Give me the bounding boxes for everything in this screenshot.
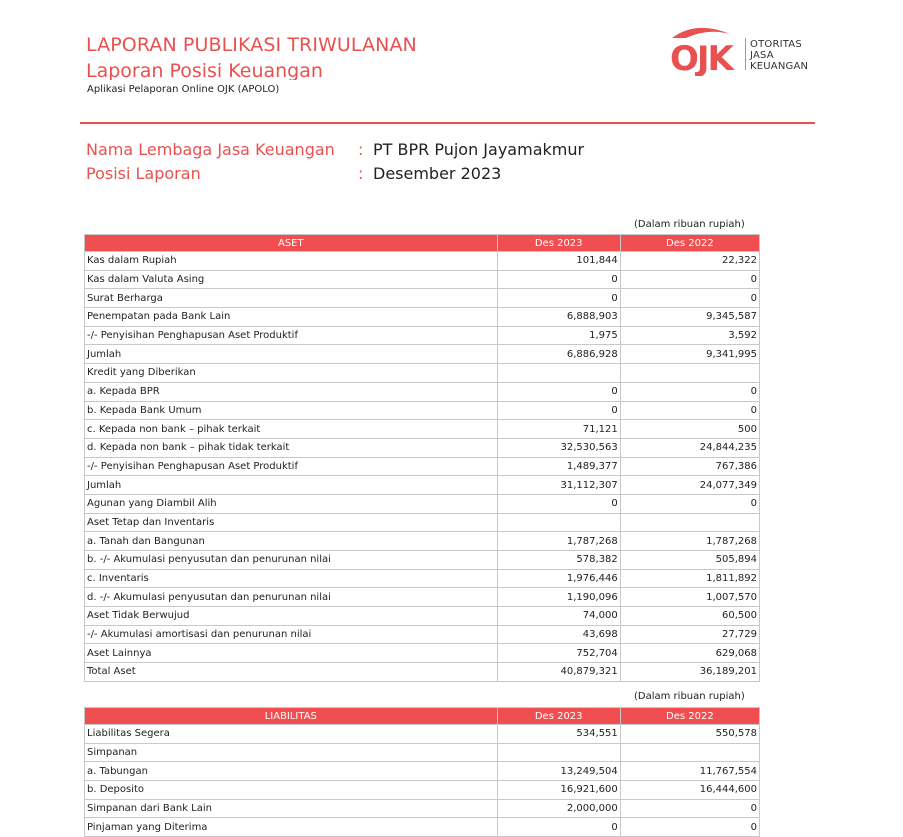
row-label: Kredit yang Diberikan	[85, 364, 498, 383]
value-des-2022: 500	[620, 420, 759, 439]
value-des-2023: 40,879,321	[497, 663, 620, 682]
value-des-2022: 0	[620, 799, 759, 818]
table-row	[85, 532, 760, 551]
table-row	[85, 420, 760, 439]
value-des-2022: 505,894	[620, 551, 759, 570]
value-des-2023: 0	[497, 270, 620, 289]
value-des-2022: 0	[620, 270, 759, 289]
table-row	[85, 513, 760, 532]
value-des-2022	[620, 513, 759, 532]
table-row	[85, 289, 760, 308]
row-label: Pinjaman yang Diterima	[85, 818, 498, 837]
application-name: Aplikasi Pelaporan Online OJK (APOLO)	[87, 84, 280, 95]
institution-colon: :	[358, 140, 364, 159]
value-des-2022: 9,341,995	[620, 345, 759, 364]
table-row	[85, 494, 760, 513]
assets-header-previous: Des 2022	[620, 235, 759, 252]
row-label: a. Tabungan	[85, 762, 498, 781]
value-des-2023: 534,551	[497, 725, 620, 744]
value-des-2022: 629,068	[620, 644, 759, 663]
assets-header-current: Des 2023	[497, 235, 620, 252]
table-row	[85, 588, 760, 607]
row-label: b. Deposito	[85, 781, 498, 800]
value-des-2022: 36,189,201	[620, 663, 759, 682]
row-label: Jumlah	[85, 476, 498, 495]
row-label: Agunan yang Diambil Alih	[85, 494, 498, 513]
row-label: Kas dalam Rupiah	[85, 252, 498, 271]
value-des-2023: 71,121	[497, 420, 620, 439]
table-row	[85, 270, 760, 289]
table-row	[85, 781, 760, 800]
liabilities-unit-note: (Dalam ribuan rupiah)	[634, 691, 745, 702]
table-row	[85, 401, 760, 420]
table-row	[85, 607, 760, 626]
liabilities-header-current: Des 2023	[497, 708, 620, 725]
value-des-2023: 0	[497, 382, 620, 401]
row-label: Surat Berharga	[85, 289, 498, 308]
assets-header-row	[85, 235, 760, 252]
period-value: Desember 2023	[373, 164, 502, 183]
value-des-2023: 578,382	[497, 551, 620, 570]
row-label: Kas dalam Valuta Asing	[85, 270, 498, 289]
value-des-2022: 27,729	[620, 625, 759, 644]
row-label: a. Kepada BPR	[85, 382, 498, 401]
value-des-2023	[497, 743, 620, 762]
row-label: Aset Tetap dan Inventaris	[85, 513, 498, 532]
table-row	[85, 625, 760, 644]
table-row	[85, 799, 760, 818]
row-label: Aset Lainnya	[85, 644, 498, 663]
table-row	[85, 364, 760, 383]
row-label: -/- Penyisihan Penghapusan Aset Produktif	[85, 326, 498, 345]
row-label: d. -/- Akumulasi penyusutan dan penurunan nilai	[85, 588, 498, 607]
value-des-2022: 0	[620, 494, 759, 513]
table-row	[85, 382, 760, 401]
report-title: LAPORAN PUBLIKASI TRIWULANAN	[86, 34, 417, 56]
liabilities-table	[84, 707, 760, 837]
value-des-2023	[497, 364, 620, 383]
table-row	[85, 644, 760, 663]
table-row	[85, 438, 760, 457]
row-label: d. Kepada non bank – pihak tidak terkait	[85, 438, 498, 457]
assets-unit-note: (Dalam ribuan rupiah)	[634, 219, 745, 230]
value-des-2022: 16,444,600	[620, 781, 759, 800]
value-des-2022: 11,767,554	[620, 762, 759, 781]
value-des-2022: 60,500	[620, 607, 759, 626]
row-label: Aset Tidak Berwujud	[85, 607, 498, 626]
value-des-2022: 1,811,892	[620, 569, 759, 588]
row-label: Jumlah	[85, 345, 498, 364]
value-des-2022	[620, 743, 759, 762]
liabilities-header-item: LIABILITAS	[85, 708, 498, 725]
assets-table	[84, 234, 760, 682]
table-row	[85, 569, 760, 588]
period-label: Posisi Laporan	[86, 164, 201, 183]
value-des-2022: 0	[620, 401, 759, 420]
value-des-2023: 0	[497, 401, 620, 420]
report-subtitle: Laporan Posisi Keuangan	[86, 60, 323, 80]
liabilities-header-previous: Des 2022	[620, 708, 759, 725]
row-label: Simpanan	[85, 743, 498, 762]
table-row	[85, 743, 760, 762]
value-des-2023: 13,249,504	[497, 762, 620, 781]
ojk-logo-text: OTORITAS JASA KEUANGAN	[750, 39, 809, 72]
assets-header-item: ASET	[85, 235, 498, 252]
table-row	[85, 252, 760, 271]
row-label: c. Kepada non bank – pihak terkait	[85, 420, 498, 439]
value-des-2022	[620, 364, 759, 383]
ojk-logo-divider	[745, 38, 746, 70]
institution-label: Nama Lembaga Jasa Keuangan	[86, 140, 335, 159]
row-label: Liabilitas Segera	[85, 725, 498, 744]
value-des-2023: 16,921,600	[497, 781, 620, 800]
value-des-2023: 74,000	[497, 607, 620, 626]
table-row	[85, 308, 760, 327]
value-des-2022: 0	[620, 289, 759, 308]
table-row	[85, 457, 760, 476]
ojk-logo-swoosh	[672, 28, 730, 38]
table-row	[85, 476, 760, 495]
value-des-2023: 752,704	[497, 644, 620, 663]
value-des-2023	[497, 513, 620, 532]
value-des-2023: 1,787,268	[497, 532, 620, 551]
value-des-2023: 1,489,377	[497, 457, 620, 476]
institution-value: PT BPR Pujon Jayamakmur	[373, 140, 585, 159]
table-row	[85, 345, 760, 364]
value-des-2023: 0	[497, 289, 620, 308]
table-row	[85, 762, 760, 781]
table-row	[85, 663, 760, 682]
row-label: -/- Akumulasi amortisasi dan penurunan nilai	[85, 625, 498, 644]
value-des-2023: 1,976,446	[497, 569, 620, 588]
value-des-2022: 24,844,235	[620, 438, 759, 457]
row-label: Penempatan pada Bank Lain	[85, 308, 498, 327]
table-row	[85, 725, 760, 744]
value-des-2022: 22,322	[620, 252, 759, 271]
value-des-2023: 0	[497, 818, 620, 837]
value-des-2023: 0	[497, 494, 620, 513]
value-des-2023: 6,888,903	[497, 308, 620, 327]
row-label: b. -/- Akumulasi penyusutan dan penurunan nilai	[85, 551, 498, 570]
value-des-2023: 1,975	[497, 326, 620, 345]
value-des-2022: 1,787,268	[620, 532, 759, 551]
period-colon: :	[358, 164, 364, 183]
value-des-2023: 2,000,000	[497, 799, 620, 818]
row-label: a. Tanah dan Bangunan	[85, 532, 498, 551]
value-des-2022: 0	[620, 382, 759, 401]
row-label: Simpanan dari Bank Lain	[85, 799, 498, 818]
value-des-2023: 43,698	[497, 625, 620, 644]
value-des-2022: 9,345,587	[620, 308, 759, 327]
table-row	[85, 326, 760, 345]
value-des-2023: 101,844	[497, 252, 620, 271]
value-des-2022: 3,592	[620, 326, 759, 345]
table-row	[85, 818, 760, 837]
value-des-2022: 1,007,570	[620, 588, 759, 607]
ojk-logo-mark: OJK	[670, 39, 732, 76]
row-label: b. Kepada Bank Umum	[85, 401, 498, 420]
value-des-2023: 1,190,096	[497, 588, 620, 607]
value-des-2022: 550,578	[620, 725, 759, 744]
header-divider	[80, 122, 815, 124]
value-des-2022: 767,386	[620, 457, 759, 476]
value-des-2023: 31,112,307	[497, 476, 620, 495]
row-label: c. Inventaris	[85, 569, 498, 588]
value-des-2023: 32,530,563	[497, 438, 620, 457]
value-des-2023: 6,886,928	[497, 345, 620, 364]
liabilities-header-row	[85, 708, 760, 725]
table-row	[85, 551, 760, 570]
row-label: Total Aset	[85, 663, 498, 682]
row-label: -/- Penyisihan Penghapusan Aset Produktif	[85, 457, 498, 476]
value-des-2022: 24,077,349	[620, 476, 759, 495]
value-des-2022: 0	[620, 818, 759, 837]
